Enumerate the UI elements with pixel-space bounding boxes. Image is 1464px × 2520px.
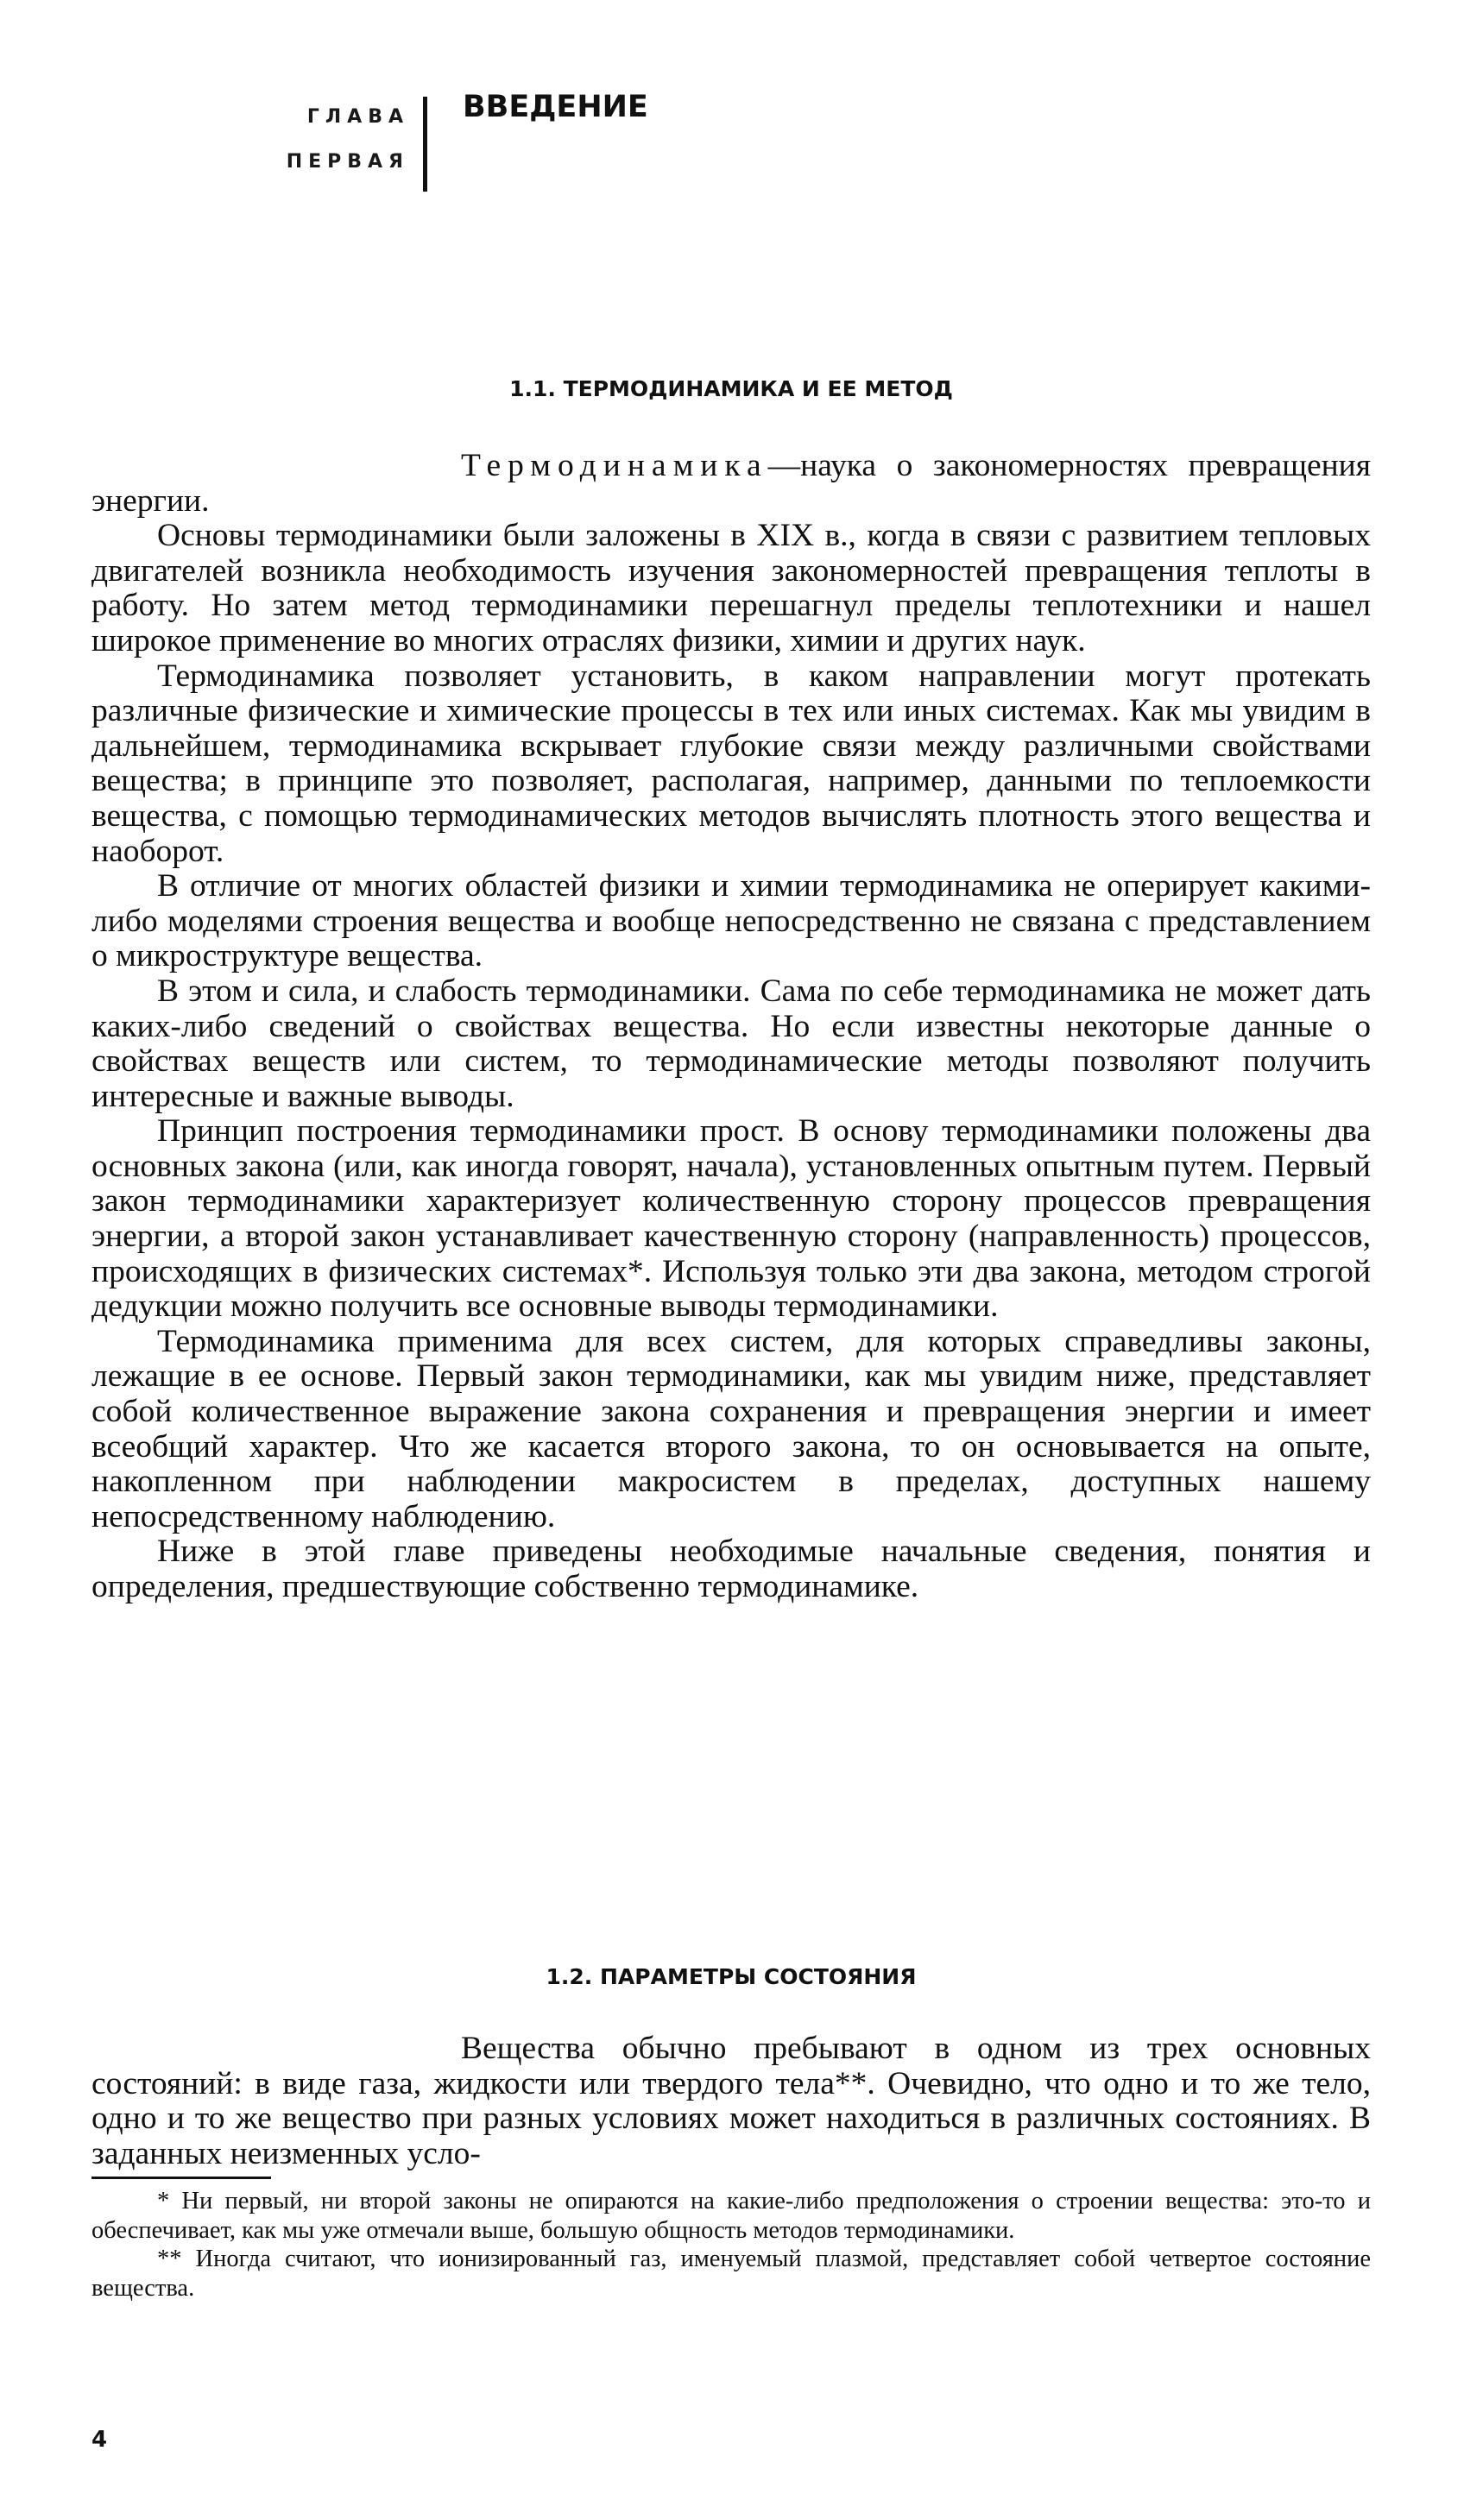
- paragraph-intro: [92, 449, 1371, 519]
- section-heading-1: 1.1. ТЕРМОДИНАМИКА И ЕЕ МЕТОД: [509, 376, 953, 401]
- paragraph: Основы термодинамики были заложены в XIX в., когда в связи с развитием тепловых двигателей возникла необходимость изучения закономерностей превращения теплоты в работу. Но затем метод термодинамики перешагнул пределы теплотехники и нашел широкое применение во многих отраслях физики, химии и других наук.: [92, 518, 1371, 658]
- chapter-label-line1: ГЛАВА: [306, 106, 409, 128]
- section-1-body: [92, 449, 1371, 1605]
- paragraph-intro: Вещества обычно пребывают в одном из трех основных состояний: в виде газа, жидкости или твердого тела**. Очевидно, что одно и то же тело, одно и то же вещество при разных условиях может находиться в различных состояниях. В заданных неизменных усло-: [92, 2031, 1371, 2171]
- intro-rest: —наука о закономерностях превращения энергии.: [92, 448, 1371, 519]
- paragraph: Термодинамика позволяет установить, в каком направлении могут протекать различные физические и химические процессы в тех или иных системах. Как мы увидим в дальнейшем, термодинамика вскрывает глубокие связи между различными свойствами вещества; в принципе это позволяет, располагая, например, данными по теплоемкости вещества, с помощью термодинамических методов вычислять плотность этого вещества и наоборот.: [92, 658, 1371, 869]
- paragraph: В этом и сила, и слабость термодинамики. Сама по себе термодинамика не может дать каких-либо сведений о свойствах вещества. Но если известны некоторые данные о свойствах веществ или систем, то термодинамические методы позволяют получить интересные и важные выводы.: [92, 973, 1371, 1114]
- chapter-header: [278, 83, 675, 195]
- intro-term: Термодинамика: [461, 448, 768, 483]
- section-2-body: [92, 2032, 1371, 2171]
- section-heading-2: 1.2. ПАРАМЕТРЫ СОСТОЯНИЯ: [546, 1964, 917, 1989]
- chapter-label-line2: ПЕРВАЯ: [286, 151, 409, 173]
- page-number: 4: [92, 2427, 108, 2453]
- chapter-label: [278, 95, 409, 185]
- paragraph: Принцип построения термодинамики прост. В основу термодинамики положены два основных закона (или, как иногда говорят, начала), установленных опытным путем. Первый закон термодинамики характеризует количественную сторону процессов превращения энергии, а второй закон устанавливает качественную сторону (направленность) процессов, происходящих в физических системах*. Используя только эти два закона, методом строгой дедукции можно получить все основные выводы термодинамики.: [92, 1113, 1371, 1325]
- footnote-2: ** Иногда считают, что ионизированный газ, именуемый плазмой, представляет собой четвертое состояние вещества.: [92, 2246, 1371, 2302]
- paragraph: Термодинамика применима для всех систем, для которых справедливы законы, лежащие в ее основе. Первый закон термодинамики, как мы увидим ниже, представляет собой количественное выражение закона сохранения и превращения энергии и имеет всеобщий характер. Что же касается второго закона, то он основывается на опыте, накопленном при наблюдении макросистем в пределах, доступных нашему непосредственному наблюдению.: [92, 1323, 1371, 1534]
- chapter-divider: [423, 97, 427, 192]
- paragraph: В отличие от многих областей физики и химии термодинамика не оперирует какими-либо моделями строения вещества и вообще непосредственно не связана с представлением о микроструктуре вещества.: [92, 868, 1371, 974]
- footnote-1: * Ни первый, ни второй законы не опираются на какие-либо предположения о строении вещества: это-то и обеспечивает, как мы уже отмечали выше, большую общность методов термодинамики.: [92, 2188, 1371, 2244]
- paragraph: Ниже в этой главе приведены необходимые начальные сведения, понятия и определения, предшествующие собственно термодинамике.: [92, 1534, 1371, 1604]
- footnotes: [92, 2187, 1371, 2303]
- chapter-title: ВВЕДЕНИЕ: [463, 90, 648, 124]
- footnote-divider: [92, 2177, 271, 2179]
